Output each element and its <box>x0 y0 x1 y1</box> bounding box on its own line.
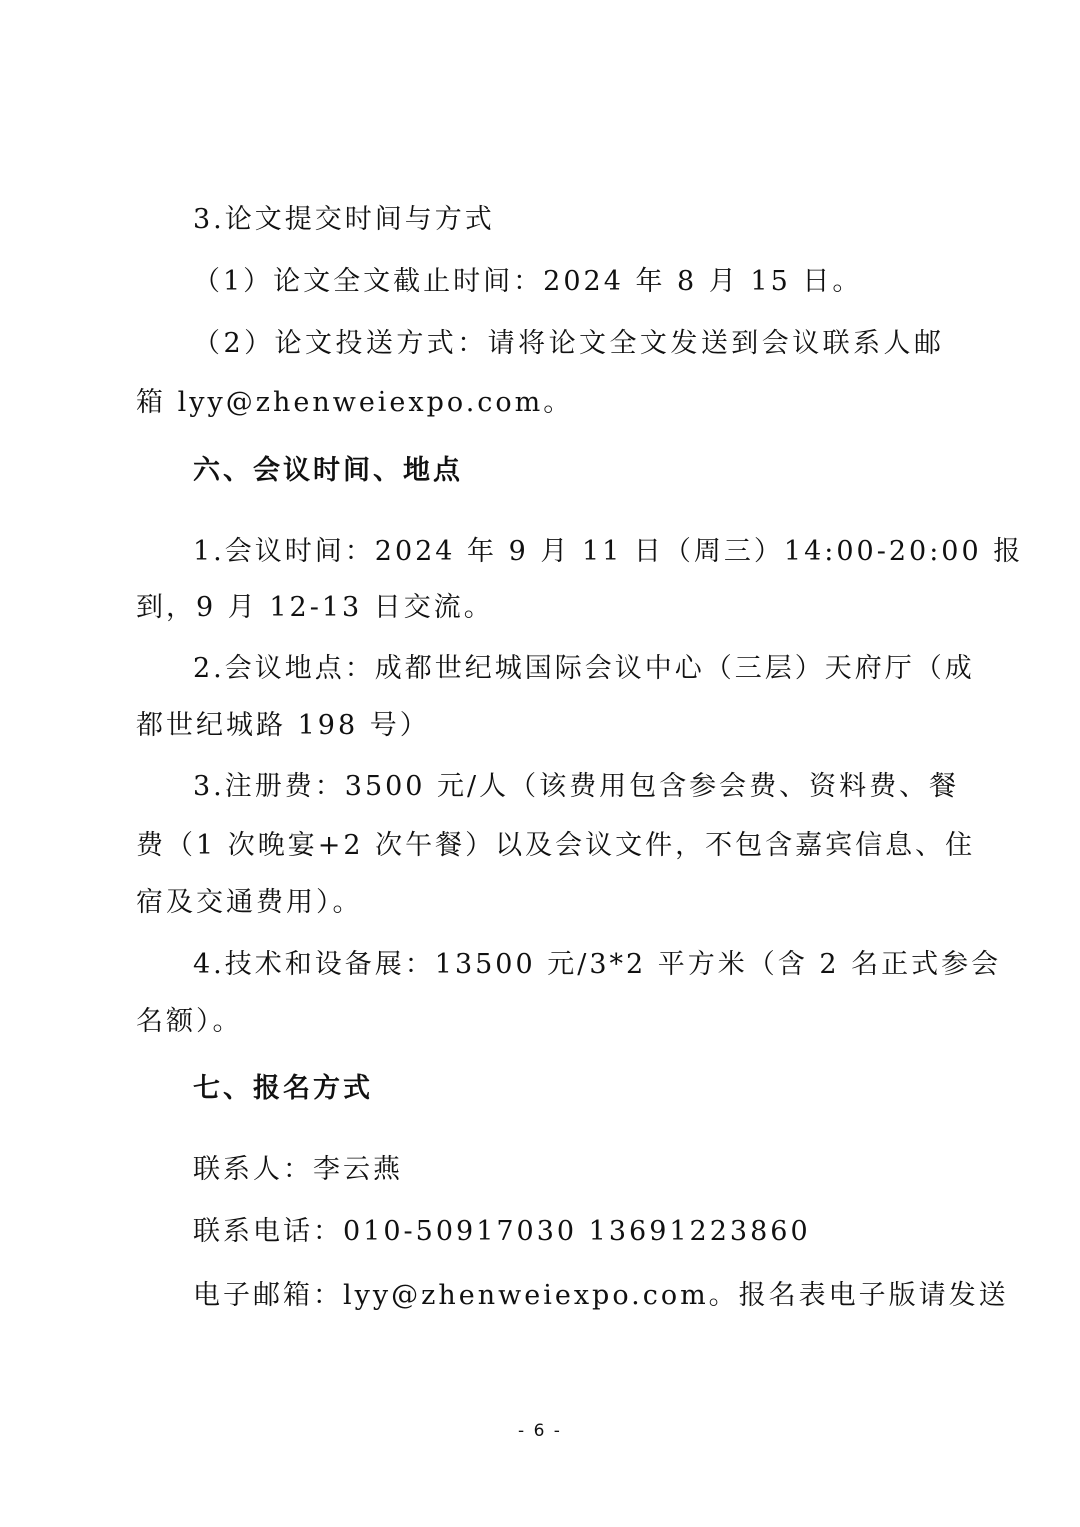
contact-phone: 联系电话：010-50917030 13691223860 <box>193 1216 811 1247</box>
registration-fee-end: 宿及交通费用）。 <box>136 887 363 918</box>
meeting-time: 1.会议时间：2024 年 9 月 11 日（周三）14:00-20:00 报 <box>193 536 1024 567</box>
meeting-time-cont: 到，9 月 12-13 日交流。 <box>136 592 494 623</box>
page-number: - 6 - <box>518 1421 562 1441</box>
paper-submission-email: 箱 lyy@zhenweiexpo.com。 <box>136 387 574 418</box>
section-heading-time-location: 六、会议时间、地点 <box>193 455 463 486</box>
section-heading-registration: 七、报名方式 <box>193 1073 373 1104</box>
contact-email: 电子邮箱：lyy@zhenweiexpo.com。报名表电子版请发送 <box>193 1280 1009 1311</box>
paper-submission-method: （2）论文投送方式：请将论文全文发送到会议联系人邮 <box>193 328 944 359</box>
paper-submission-title: 3.论文提交时间与方式 <box>193 204 495 235</box>
exhibition-fee: 4.技术和设备展：13500 元/3*2 平方米（含 2 名正式参会 <box>193 949 1002 980</box>
meeting-location-cont: 都世纪城路 198 号） <box>136 710 430 741</box>
registration-fee: 3.注册费：3500 元/人（该费用包含参会费、资料费、餐 <box>193 771 960 802</box>
paper-deadline: （1）论文全文截止时间：2024 年 8 月 15 日。 <box>193 266 863 297</box>
exhibition-fee-cont: 名额）。 <box>136 1006 243 1037</box>
registration-fee-cont: 费（1 次晚宴+2 次午餐）以及会议文件，不包含嘉宾信息、住 <box>136 830 976 861</box>
contact-person: 联系人：李云燕 <box>193 1154 403 1185</box>
meeting-location: 2.会议地点：成都世纪城国际会议中心（三层）天府厅（成 <box>193 653 975 684</box>
